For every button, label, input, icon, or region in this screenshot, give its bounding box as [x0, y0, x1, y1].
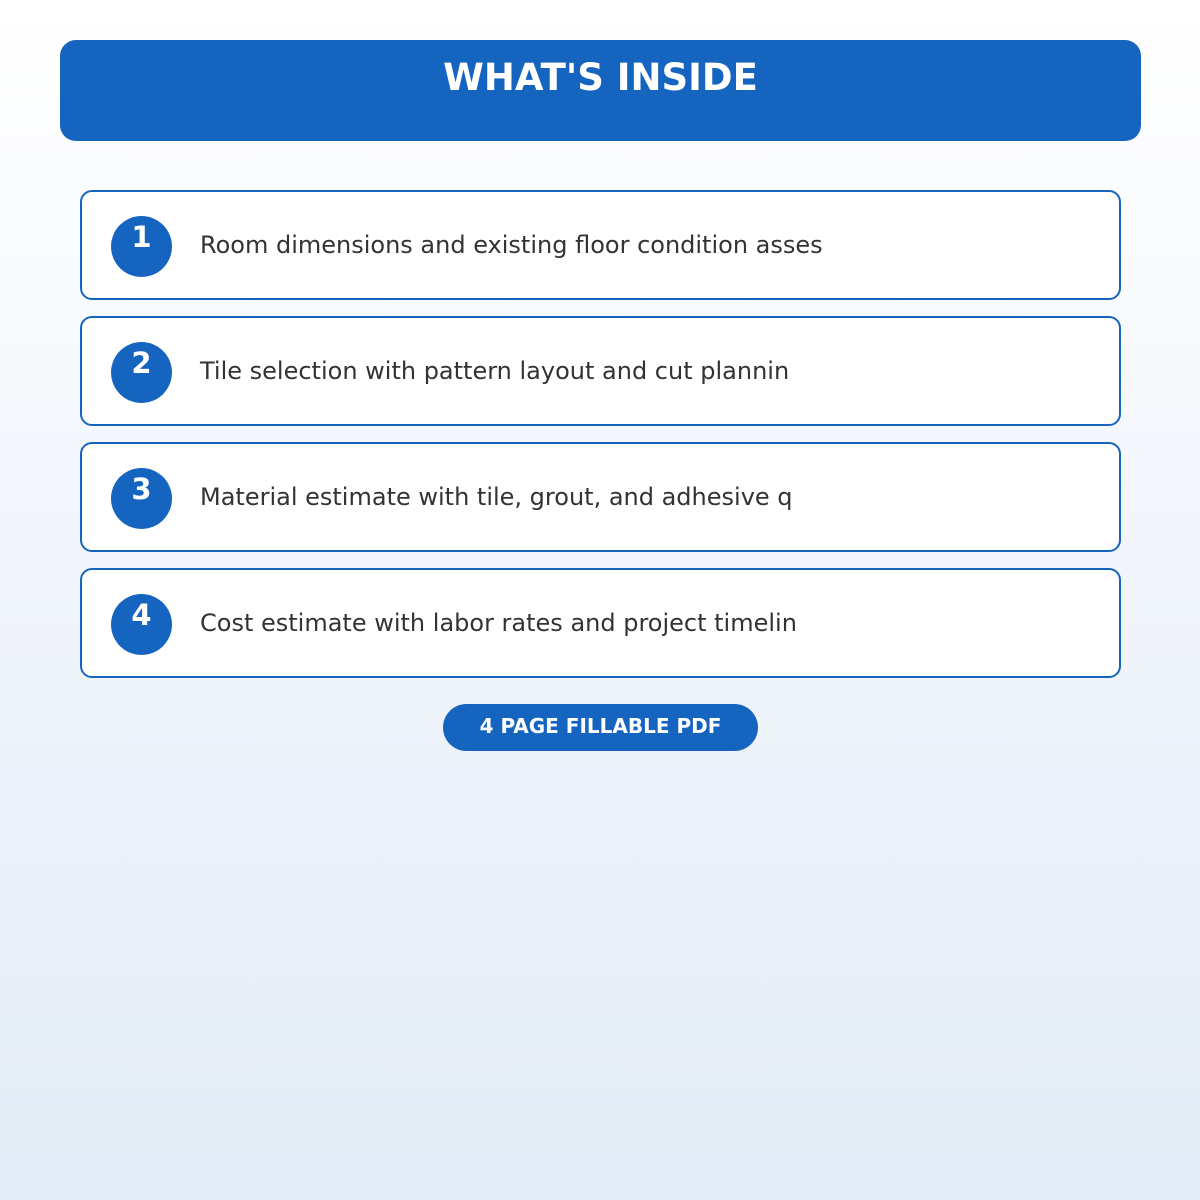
page-title: WHAT'S INSIDE: [443, 56, 758, 99]
list-item: [80, 442, 1121, 552]
item-text: Material estimate with tile, grout, and adhesive q: [200, 483, 793, 511]
number-badge: [111, 216, 172, 277]
number-badge: [111, 594, 172, 655]
number-badge: [111, 342, 172, 403]
page-count-badge: 4 PAGE FILLABLE PDF: [443, 704, 758, 751]
item-number: 1: [131, 220, 152, 254]
item-number: 2: [131, 346, 152, 380]
number-badge: [111, 468, 172, 529]
list-item: [80, 568, 1121, 678]
item-text: Cost estimate with labor rates and project timelin: [200, 609, 797, 637]
item-number: 3: [131, 472, 152, 506]
item-text: Tile selection with pattern layout and cut plannin: [200, 357, 790, 385]
list-item: [80, 316, 1121, 426]
item-number: 4: [131, 598, 152, 632]
contents-list: [80, 190, 1121, 694]
item-text: Room dimensions and existing floor condition asses: [200, 231, 823, 259]
list-item: [80, 190, 1121, 300]
header-banner: [60, 40, 1141, 141]
